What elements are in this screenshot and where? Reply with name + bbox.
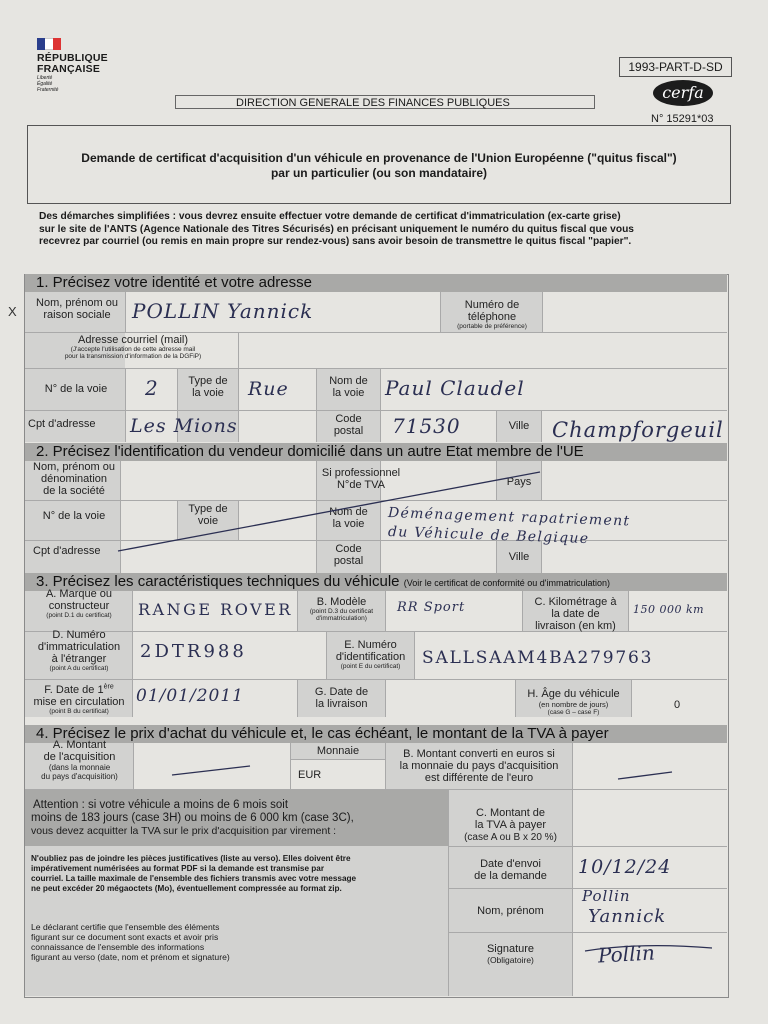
logo-line1: RÉPUBLIQUE — [37, 52, 108, 64]
s2-city-label: Ville — [508, 551, 530, 563]
s3-model-value: RR Sport — [397, 600, 466, 615]
s4-vat-label: C. Montant de la TVA à payer (case A ou B x 20 %) — [464, 807, 557, 843]
s2-street-type-label: Type de voie — [188, 503, 228, 527]
s1-street-no-label: N° de la voie — [44, 383, 108, 395]
s3-km-value: 150 000 km — [633, 603, 705, 616]
logo-motto-2: Égalité — [37, 81, 53, 87]
s2-name-label: Nom, prénom ou dénomination de la société — [33, 461, 115, 497]
s4-signer-label: Nom, prénom — [477, 905, 544, 917]
s1-cpt-value: Les Mions — [130, 415, 238, 437]
cerfa-logo-text: cerfa — [662, 83, 704, 102]
s1-street-no-value: 2 — [145, 376, 159, 400]
s1-name-label: Nom, prénom ou raison sociale — [36, 297, 118, 321]
s1-street-name-value: Paul Claudel — [385, 376, 525, 400]
s4-currency-value: EUR — [298, 769, 322, 781]
section1-title: 1. Précisez votre identité et votre adresse — [36, 274, 312, 291]
s4-converted-label: B. Montant converti en euros si la monnaie du pays d'acquisition est différente de l'euro — [399, 748, 559, 784]
s3-model-label: B. Modèle (point D.3 du certificat d'immatriculation) — [309, 596, 374, 622]
s4-declaration: Le déclarant certifie que l'ensemble des éléments figurant sur ce document sont exacts et avoir pris connaissance de l'ensemble des informations figurant au verso (date, nom et prénom et signature) — [31, 922, 230, 962]
s2-country-label: Pays — [506, 476, 532, 488]
s3-brand-value: RANGE ROVER — [138, 600, 293, 619]
s3-first-reg-label: F. Date de 1ère mise en circulation (point B du certificat) — [33, 683, 125, 715]
s4-signer-line2: Yannick — [588, 906, 667, 927]
logo-motto-3: Fraternité — [37, 87, 59, 93]
s4-send-date-label: Date d'envoi de la demande — [474, 858, 547, 882]
s1-email-label: Adresse courriel (mail) (J'accepte l'utilisation de cette adresse mail pour la transmission d'information de la DGFiP) — [64, 334, 202, 360]
intro-line3: recevrez par courriel (ou remis en main propre sur rendez-vous) sans avoir besoin de transmettre le quitus fiscal "papier". — [39, 236, 632, 247]
s4-signature-value: Pollin — [597, 940, 656, 968]
s3-first-reg-value: 01/01/2011 — [136, 686, 244, 706]
page-title-line1: Demande de certificat d'acquisition d'un véhicule en provenance de l'Union Européenne ("quitus fiscal") — [81, 151, 677, 165]
s1-postal-label: Code postal — [333, 413, 364, 437]
page-title-line2: par un particulier (ou son mandataire) — [270, 166, 488, 180]
section4-title: 4. Précisez le prix d'achat du véhicule et, le cas échéant, le montant de la TVA à payer — [36, 725, 609, 742]
s3-reg-label: D. Numéro d'immatriculation à l'étranger (point A du certificat) — [37, 629, 121, 672]
section2-title: 2. Précisez l'identification du vendeur domicilié dans un autre Etat membre de l'UE — [36, 443, 584, 460]
intro-line2: sur le site de l'ANTS (Agence Nationale des Titres Sécurisés) en précisant uniquement le numéro du quitus fiscal que vous — [39, 223, 634, 235]
s4-signer-line1: Pollin — [582, 887, 631, 905]
s3-age-label: H. Âge du véhicule (en nombre de jours) (case G – case F) — [527, 688, 620, 716]
s4-amount-label: A. Montant de l'acquisition (dans la monnaie du pays d'acquisition) — [41, 739, 118, 781]
s2-postal-label: Code postal — [333, 543, 364, 567]
s2-note-line2: du Véhicule de Belgique — [387, 524, 590, 548]
s4-attention-text: Attention : si votre véhicule a moins de 6 mois soit moins de 183 jours (case 3H) ou moins de 6 000 km (case 3C), vous devez acquitter la TVA sur le prix d'acquisition par virement : — [31, 799, 354, 837]
s3-vin-value: SALLSAAM4BA279763 — [422, 648, 654, 668]
intro-line1: Des démarches simplifiées : vous devrez ensuite effectuer votre demande de certificat d'immatriculation (ex-carte grise) — [39, 211, 621, 222]
s4-currency-label: Monnaie — [316, 745, 360, 757]
s4-send-date-value: 10/12/24 — [578, 856, 672, 878]
s3-km-label: C. Kilométrage à la date de livraison (en km) — [534, 596, 617, 632]
s1-phone-label: Numéro de téléphone (portable de préférence) — [457, 299, 527, 330]
s1-name-value: POLLIN Yannick — [132, 299, 314, 323]
section3-note: (Voir le certificat de conformité ou d'immatriculation) — [403, 578, 610, 588]
form-code: 1993-PART-D-SD — [628, 60, 723, 74]
section3-title: 3. Précisez les caractéristiques techniques du véhicule — [36, 573, 400, 590]
s4-signature-label: Signature (Obligatoire) — [486, 943, 535, 965]
cerfa-number: N° 15291*03 — [651, 113, 714, 125]
s2-cpt-label: Cpt d'adresse — [33, 545, 101, 557]
s1-cpt-label: Cpt d'adresse — [28, 418, 96, 430]
s1-city-value: Champforgeuil — [552, 418, 724, 442]
s2-vat-label: Si professionnel N°de TVA — [321, 467, 401, 491]
s1-street-type-value: Rue — [248, 378, 289, 400]
s3-delivery-label: G. Date de la livraison — [314, 686, 369, 710]
s3-vin-label: E. Numéro d'identification (point E du certificat) — [335, 639, 406, 670]
s3-reg-value: 2DTR988 — [140, 641, 247, 662]
s1-postal-value: 71530 — [392, 414, 461, 438]
s4-reminder: N'oubliez pas de joindre les pièces justificatives (liste au verso). Elles doivent être impérativement numérisées au format PDF si la demande est transmise par courriel. La taille maximale de l'ensemble des fichiers transmis avec votre message ne peut excéder 20 mégaoctets (Mo), éventuellement compressée au format zip. — [31, 854, 357, 893]
logo-motto-1: Liberté — [37, 75, 53, 81]
logo-line2: FRANÇAISE — [37, 63, 101, 75]
s2-street-name-label: Nom de la voie — [329, 506, 368, 530]
s2-street-no-label: N° de la voie — [42, 510, 106, 522]
s2-note-line1: Déménagement rapatriement — [387, 505, 631, 530]
margin-mark: X — [8, 304, 17, 319]
s3-brand-label: A. Marque ou constructeur (point D.1 du certificat) — [45, 588, 113, 619]
s1-street-type-label: Type de la voie — [188, 375, 228, 399]
dgfip-label: DIRECTION GENERALE DES FINANCES PUBLIQUES — [236, 97, 510, 109]
s1-city-label: Ville — [508, 420, 530, 432]
s3-age-value: 0 — [673, 699, 681, 711]
s1-street-name-label: Nom de la voie — [329, 375, 368, 399]
